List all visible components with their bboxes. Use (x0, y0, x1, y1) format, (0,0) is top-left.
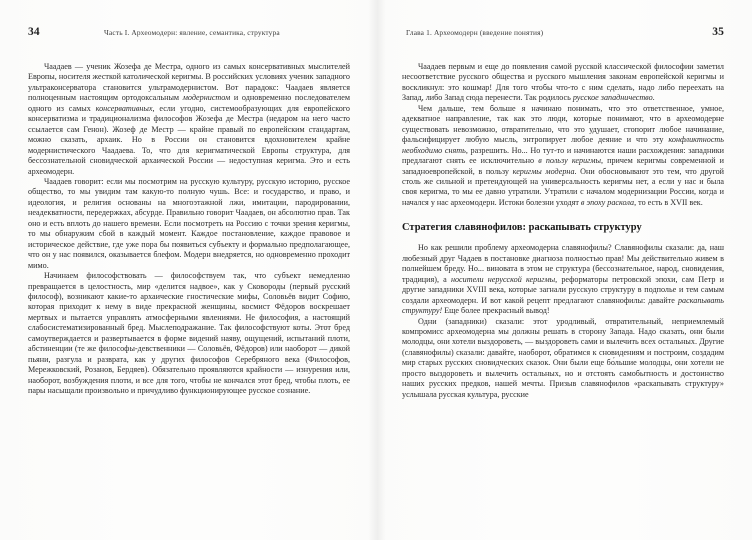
paragraph: Чаадаев — ученик Жозефа де Местра, одного из самых консервативных мыслителей Европы, носителя жесткой католической керигмы. В российских условиях ученик западного ультраконсерватора становится ультрамодернистом. Вот парадокс: Чаадаев является полноценным настоящим ортодоксальным модернистом и одновременно последователем одного из самых консервативных, если угодно, системообразующих для европейского консерватизма и традиционализма философов Жозефа де Местра (недаром на него часто ссылается сам Генон). Жозеф де Местр — крайне правый по европейским стандартам, можно сказать, архаик. Но в России он становится вдохновителем крайне модернистического Чаадаева. То, что для керигматической Европы структура, для бессознательной сновидческой архаической России — недоступная керигма. Это и есть археомодерн. (28, 62, 350, 176)
paragraph: Чем дальше, тем больше я начинаю понимать, что это ответственное, умное, адекватное направление, так как это люди, которые понимают, что в археомодерне существовать невозможно, отвратительно, что это удушает, стопорит любое начинание, фальсифицирует любую мысль, энтропирует любое деяние и что эту конфликтность необходимо снять, разрешить. Но... Но тут-то и начинаются наши расхождения: западники предлагают снять ее исключительно в пользу керигмы, причем керигмы современной и западноевропейской, в пользу керигмы модерна. Они обосновывают это тем, что другой столь же сильной и претендующей на универсальность керигмы нет, а если у нас и была своя керигма, то мы ее давно утратили. Утратили с началом модернизации России, когда и начался у нас археомодерн. Истоки болезни уходят в эпоху раскола, то есть в XVII век. (402, 103, 725, 207)
left-page-number: 34 (28, 26, 40, 38)
left-running-header (28, 26, 350, 40)
paragraph: Но как решили проблему археомодерна славянофилы? Славянофилы сказали: да, наш любезный друг Чадаев в постановке диагноза полностью прав! Мы действительно живем в полнейшем бреду. Но... виновата в этом не структура (бессознательное, народ, сновидения, традиция), а носители нерусской керигмы, реформаторы петровской эпохи, сам Петр и другие западники XVIII века, которые загнали русскую структуру в подполье и тем самым создали археомодерн. И вот какой рецепт предлагают славянофилы: давайте раскапывать структуру! Еще более прекрасный вывод! (402, 243, 724, 316)
section-heading: Стратегия славянофилов: раскапывать структуру (402, 222, 642, 234)
left-body-text (28, 62, 350, 397)
paragraph: Чаадаев говорит: если мы посмотрим на русскую культуру, русскую историю, русское общество, то мы увидим там какую-то полную чушь. Все: и государство, и право, и идеология, и религия основаны на многоэтажной лжи, имитации, пародировании, неадекватности, передержках, абсурде. Правильно говорит Чаадаев, он абсолютно прав. Так оно и есть вплоть до нашего времени. Если посмотреть на Россию с точки зрения керигмы, то мы обнаружим сбой в каждый момент. Каждое постановление, каждое правовое и историческое действие, где уже пора бы появиться субъекту и формально предполагающее, что он у нас появился, оказывается блефом. Модерн внедряется, но одновременно проходит мимо. (28, 176, 350, 270)
right-body-text (402, 62, 724, 400)
right-running-head-title: Глава 1. Археомодерн (введение понятия) (406, 28, 544, 37)
paragraph: Одни (западники) сказали: этот уродливый, отвратительный, неприемлемый компромисс археомодерна мы должны решать в сторону Запада. Надо сказать, они были молодцы, они хотели выздороветь, — выздороветь сами и вылечить всех остальных. Другие (славянофилы) сказали: давайте, наоборот, обратимся к сновидениям и построим, создадим мир старых русских сновидческих сказок. Они были еще бо́льшие молодцы, они хотели не просто выздороветь и вылечить остальных, но и отстоять самобытность и достоинство наших русских предков, нашей мечты. Призыв славянофилов «раскапывать структуру» услышала русская культура, русские (402, 316, 724, 399)
right-running-header (402, 26, 724, 40)
paragraph: Чаадаев первым и еще до появления самой русской классической философии заметил несоответствие русского общества и русского мышления законам европейской керигмы и воскликнул: это кошмар! Для того чтобы что-то с ним сделать, надо либо переехать на Запад, либо Запад сюда перенести. Так родилось русское западничество. (402, 62, 724, 103)
right-page (376, 0, 752, 540)
paragraph: Начинаем философствовать — философствуем так, что субъект немедленно превращается в целостность, мир «делится надвое», как у Сковороды (первый русский философ), возникают какие-то архаические гностические мифы, Соловьёв видит Софию, которая приходит к нему в виде прекрасной женщины, космист Фёдоров воскрешает мертвых и пытается управлять атмосферными явлениями. Не философия, а настоящий слабосистематизированный бред. Мыслеподражание. Так философствуют коты. Этот бред самоутверждается и развертывается в форме видений наяву, ощущений, испытаний плоти, абстиненции (те же философы-девственники — Соловьёв, Фёдоров) или наоборот — дикой пьяни, разгула и разврата, как у других философов Серебряного века (Философов, Мережковский, Розанов, Бердяев). Обязательно проявляются крайности — изнурения или, наоборот, возбуждения плоти, и все для того, чтобы не кончался этот бред, чтобы плоть, ее пары насыщали произвольно и причудливо функционирующее русское сознание. (28, 271, 350, 396)
right-page-number: 35 (712, 26, 724, 38)
left-running-head-title: Часть I. Археомодерн: явление, семантика, структура (104, 28, 280, 37)
